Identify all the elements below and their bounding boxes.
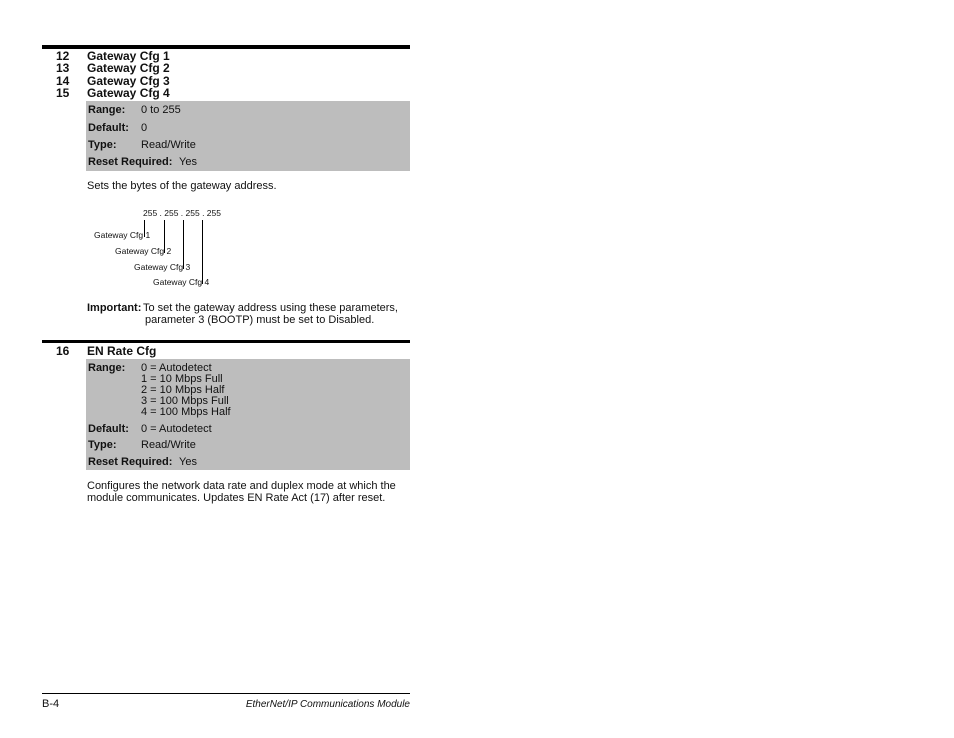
range-option-4: 4 = 100 Mbps Half xyxy=(141,406,231,418)
important-text-line-2: parameter 3 (BOOTP) must be set to Disabled. xyxy=(145,314,375,326)
param-name-gateway-cfg-4: Gateway Cfg 4 xyxy=(87,86,170,100)
diagram-label-gateway-cfg-2: Gateway Cfg 2 xyxy=(115,246,172,256)
footer-rule xyxy=(42,693,410,694)
connector-line-4 xyxy=(202,220,203,284)
param-name-en-rate-cfg: EN Rate Cfg xyxy=(87,344,157,358)
reset-required-value: Yes xyxy=(179,456,197,468)
param-number-12: 12 xyxy=(56,49,70,63)
default-value: 0 xyxy=(141,122,148,134)
reset-required-value: Yes xyxy=(179,156,197,168)
param-name-gateway-cfg-2: Gateway Cfg 2 xyxy=(87,61,170,75)
range-label: Range: xyxy=(88,362,126,374)
en-rate-description-line-2: module communicates. Updates EN Rate Act (17) after reset. xyxy=(87,492,386,504)
gateway-address-example: 255 . 255 . 255 . 255 xyxy=(143,208,221,218)
type-value: Read/Write xyxy=(141,439,196,451)
default-label: Default: xyxy=(88,122,129,134)
type-value: Read/Write xyxy=(141,139,196,151)
diagram-label-gateway-cfg-3: Gateway Cfg 3 xyxy=(134,262,191,272)
type-label: Type: xyxy=(88,439,117,451)
page-number: B-4 xyxy=(42,698,60,710)
param-name-gateway-cfg-1: Gateway Cfg 1 xyxy=(87,49,170,63)
param-info-box xyxy=(86,101,410,171)
description-text: Sets the bytes of the gateway address. xyxy=(87,180,277,192)
param-number-16: 16 xyxy=(56,344,70,358)
reset-required-label: Reset Required: xyxy=(88,456,173,468)
diagram-label-gateway-cfg-4: Gateway Cfg 4 xyxy=(153,277,210,287)
type-label: Type: xyxy=(88,139,117,151)
param-number-15: 15 xyxy=(56,86,70,100)
param-number-14: 14 xyxy=(56,74,70,88)
range-option-0: 0 = Autodetect xyxy=(141,362,212,374)
reset-required-label: Reset Required: xyxy=(88,156,173,168)
param-number-13: 13 xyxy=(56,61,70,75)
en-rate-description-line-1: Configures the network data rate and duplex mode at which the xyxy=(87,480,396,492)
important-text-line-1: To set the gateway address using these parameters, xyxy=(143,302,398,314)
diagram-label-gateway-cfg-1: Gateway Cfg 1 xyxy=(94,230,151,240)
important-label: Important: xyxy=(87,302,142,314)
default-value: 0 = Autodetect xyxy=(141,423,212,435)
range-value: 0 to 255 xyxy=(141,104,181,116)
range-label: Range: xyxy=(88,104,126,116)
range-option-2: 2 = 10 Mbps Half xyxy=(141,384,225,396)
section-rule-en-rate xyxy=(42,340,410,343)
range-option-3: 3 = 100 Mbps Full xyxy=(141,395,229,407)
param-info-box-en-rate xyxy=(86,359,410,470)
param-name-gateway-cfg-3: Gateway Cfg 3 xyxy=(87,74,170,88)
range-option-1: 1 = 10 Mbps Full xyxy=(141,373,223,385)
document-title: EtherNet/IP Communications Module xyxy=(245,699,410,710)
default-label: Default: xyxy=(88,423,129,435)
